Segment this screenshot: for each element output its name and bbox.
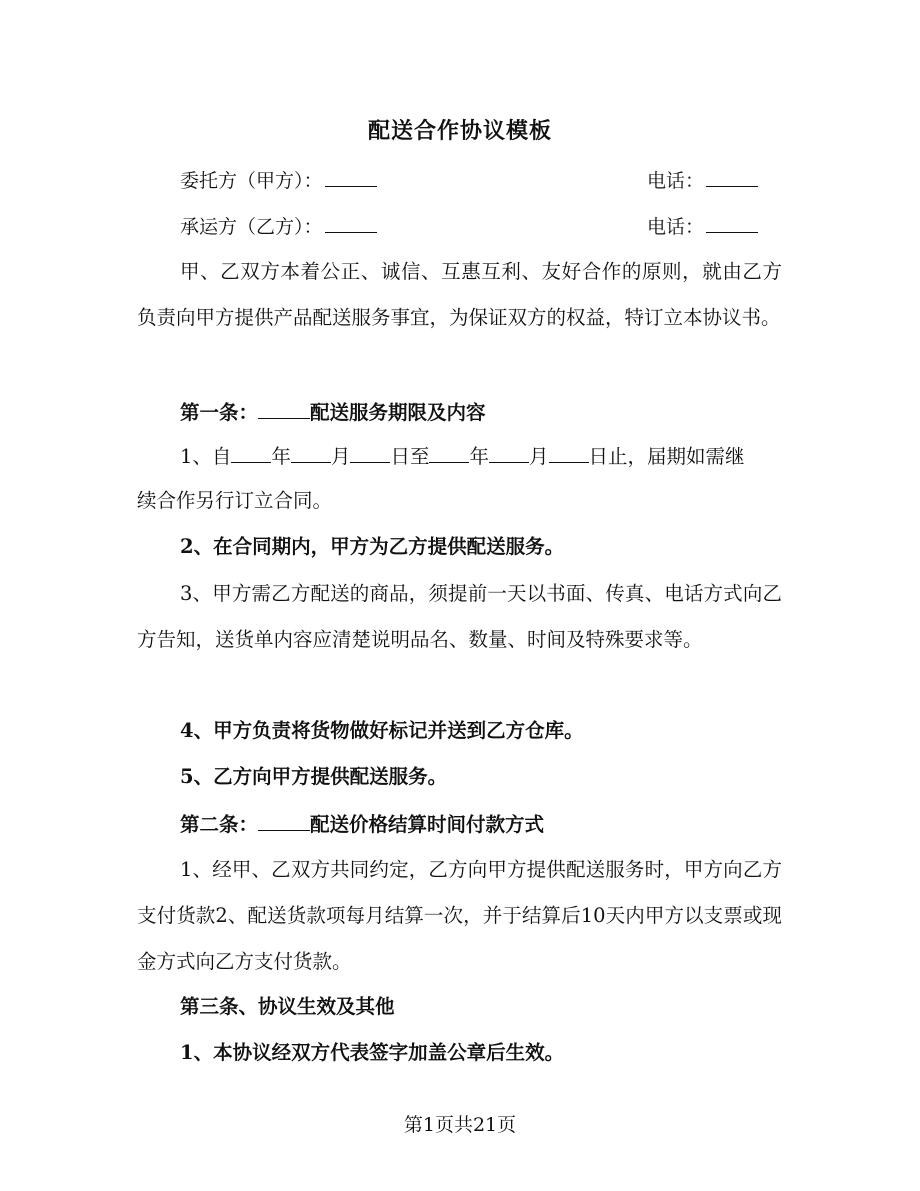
article1-item2: 2、在合同期内，甲方为乙方提供配送服务。: [180, 535, 565, 558]
article1-item4: 4、甲方负责将货物做好标记并送到乙方仓库。: [180, 719, 584, 742]
article2-item1: 1、经甲、乙双方共同约定，乙方向甲方提供配送服务时，甲方向乙方支付货款2、配送货款项每月结算一次，并于结算后10天内甲方以支票或现金方式向乙方支付货款。: [137, 858, 782, 973]
article3-heading: 第三条、协议生效及其他: [180, 995, 395, 1018]
article3-item1: 1、本协议经双方代表签字加盖公章后生效。: [180, 1041, 565, 1064]
party-b-phone-label: 电话：: [647, 216, 705, 238]
intro-paragraph: 甲、乙双方本着公正、诚信、互惠互利、友好合作的原则，就由乙方负责向甲方提供产品配送服务事宜，为保证双方的权益，特订立本协议书。: [137, 260, 782, 329]
document-title: 配送合作协议模板: [367, 118, 552, 144]
party-a-name-blank: [325, 164, 377, 187]
party-a-label: 委托方（甲方）：: [180, 170, 323, 192]
party-b-label: 承运方（乙方）：: [180, 216, 323, 238]
article1-item5: 5、乙方向甲方提供配送服务。: [180, 765, 448, 788]
article1-heading: 第一条： 配送服务期限及内容: [180, 396, 782, 428]
article1-item3: 3、甲方需乙方配送的商品，须提前一天以书面、传真、电话方式向乙方告知，送货单内容应清楚说明品名、数量、时间及特殊要求等。: [137, 582, 782, 651]
party-b-name-blank: [325, 210, 377, 233]
party-a-phone-blank: [706, 164, 758, 187]
party-a-row: [180, 164, 770, 194]
page-footer: 第1页共21页: [403, 1114, 517, 1136]
article1-item1-cont: 续合作另行订立合同。: [137, 489, 333, 512]
party-b-phone-blank: [706, 210, 758, 233]
party-a-phone-label: 电话：: [647, 170, 705, 192]
article1-item1: 1、自 年 月 日至 年 月 日止，届期如需继: [180, 440, 782, 472]
party-b-row: [180, 210, 770, 240]
article2-heading: 第二条： 配送价格结算时间付款方式: [180, 808, 782, 840]
